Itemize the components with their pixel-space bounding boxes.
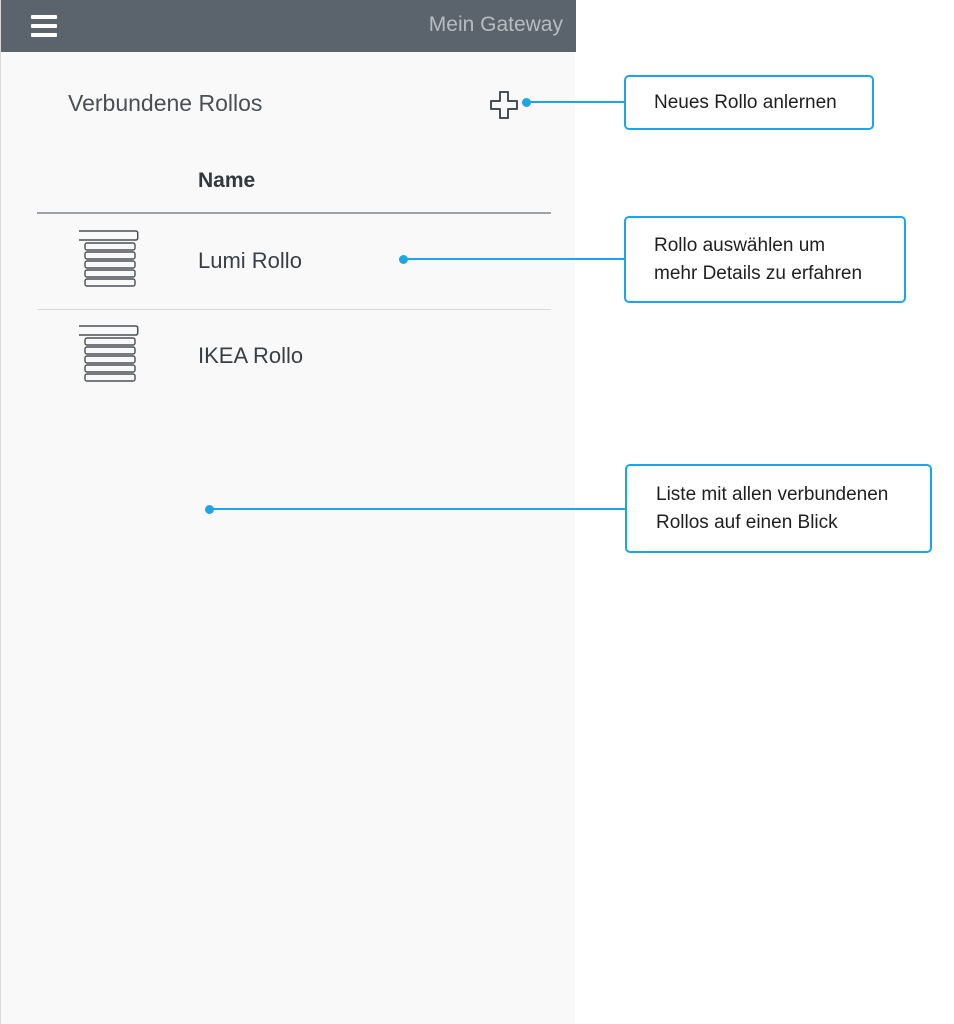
app-title: Mein Gateway xyxy=(428,13,563,36)
annotation-connector xyxy=(527,101,625,103)
annotation-callout-add xyxy=(624,75,874,130)
list-item-label: IKEA Rollo xyxy=(198,343,304,368)
annotation-callout-list xyxy=(625,464,932,553)
page-title: Verbundene Rollos xyxy=(68,90,263,116)
annotation-text: Neues Rollo anlernen xyxy=(654,92,837,113)
plus-icon xyxy=(489,90,519,120)
column-header-name: Name xyxy=(198,169,256,192)
annotation-connector xyxy=(404,258,626,260)
annotation-text: Rollos auf einen Blick xyxy=(656,512,838,533)
annotation-connector xyxy=(210,508,626,510)
blind-icon xyxy=(79,230,139,294)
annotation-text: Rollo auswählen um xyxy=(654,235,826,256)
hamburger-menu-icon[interactable] xyxy=(31,14,57,38)
annotation-text: mehr Details zu erfahren xyxy=(654,263,863,284)
blind-icon xyxy=(79,325,139,389)
add-blind-button[interactable] xyxy=(489,90,519,120)
annotation-text: Liste mit allen verbundenen xyxy=(656,484,889,505)
list-item[interactable] xyxy=(37,214,551,310)
annotation-callout-select xyxy=(624,216,906,303)
list-item-label: Lumi Rollo xyxy=(198,248,302,273)
top-app-bar xyxy=(1,0,576,52)
list-item[interactable] xyxy=(37,310,551,406)
